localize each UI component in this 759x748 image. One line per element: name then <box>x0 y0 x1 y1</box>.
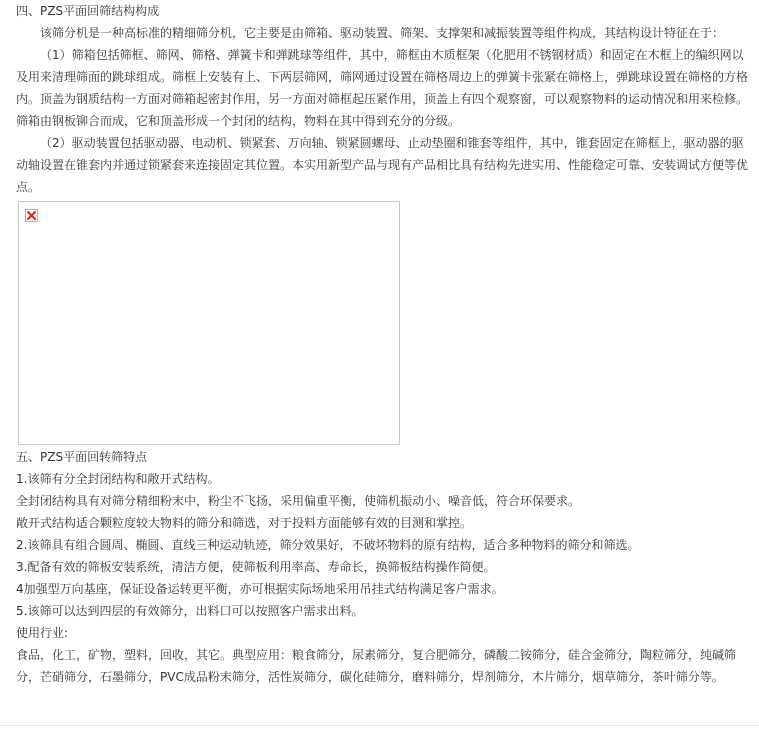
feature-item: 2.该筛具有组合圆周、椭圆、直线三种运动轨迹，筛分效果好，不破坏物料的原有结构，适合多种物料的筛分和筛选。 <box>16 538 640 552</box>
usage-label: 使用行业: <box>16 626 69 640</box>
document-body <box>16 0 751 688</box>
bottom-divider <box>0 725 759 726</box>
section-5-heading: 五、PZS平面回转筛特点 <box>16 450 148 464</box>
feature-item: 5.该筛可以达到四层的有效筛分，出料口可以按照客户需求出料。 <box>16 604 364 618</box>
broken-image-placeholder <box>18 201 400 445</box>
section-4-intro: 该筛分机是一种高标准的精细筛分机，它主要是由筛箱、驱动装置、筛架、支撑架和减振装置等组件构成，其结构设计特征在于： <box>40 26 725 40</box>
section-4-heading: 四、PZS平面回筛结构构成 <box>16 4 160 18</box>
section-4-paragraph-1: （1）筛箱包括筛框、筛网、筛格、弹簧卡和弹跳球等组件，其中，筛框由木质框架（化肥用不锈钢材质）和固定在木框上的编织网以及用来清理筛面的跳球组成。筛框上安装有上、下两层筛网，筛网通过设置在筛格周边上的弹簧卡张紧在筛格上，弹跳球设置在筛格的方格内。顶盖为钢质结构一方面对筛箱起密封作用，另一方面对筛框起压紧作用，顶盖上有四个观察窗，可以观察物料的运动情况和用来检修。筛箱由钢板铆合而成，它和顶盖形成一个封闭的结构，物料在其中得到充分的分级。 <box>16 48 749 128</box>
feature-item: 4加强型万向基座，保证设备运转更平衡，亦可根据实际场地采用吊挂式结构满足客户需求。 <box>16 582 504 596</box>
feature-item: 3.配备有效的筛板安装系统，清洁方便，使筛板利用率高、寿命长，换筛板结构操作简便。 <box>16 560 496 574</box>
broken-image-icon <box>25 209 38 222</box>
usage-text: 食品，化工，矿物，塑料，回收，其它。典型应用：粮食筛分，尿素筛分，复合肥筛分，磷酸二铵筛分，硅合金筛分，陶粒筛分，纯碱筛分，芒硝筛分，石墨筛分，PVC成品粉末筛分，活性炭筛分，碳化硅筛分，磨料筛分，焊剂筛分，木片筛分，烟草筛分，茶叶筛分等。 <box>16 648 737 684</box>
feature-item: 全封闭结构具有对筛分精细粉末中，粉尘不飞扬，采用偏重平衡，使筛机振动小、噪音低，符合环保要求。 <box>16 494 581 508</box>
feature-item: 敞开式结构适合颗粒度较大物料的筛分和筛选，对于投料方面能够有效的目测和掌控。 <box>16 516 473 530</box>
section-4-paragraph-2: （2）驱动装置包括驱动器、电动机、锁紧套、万向轴、锁紧圆螺母、止动垫圈和锥套等组件，其中，锥套固定在筛框上，驱动器的驱动轴设置在锥套内并通过锁紧套来连接固定其位置。本实用新型产品与现有产品相比具有结构先进实用、性能稳定可靠、安装调试方便等优点。 <box>16 136 749 194</box>
feature-item: 1.该筛有分全封闭结构和敞开式结构。 <box>16 472 220 486</box>
